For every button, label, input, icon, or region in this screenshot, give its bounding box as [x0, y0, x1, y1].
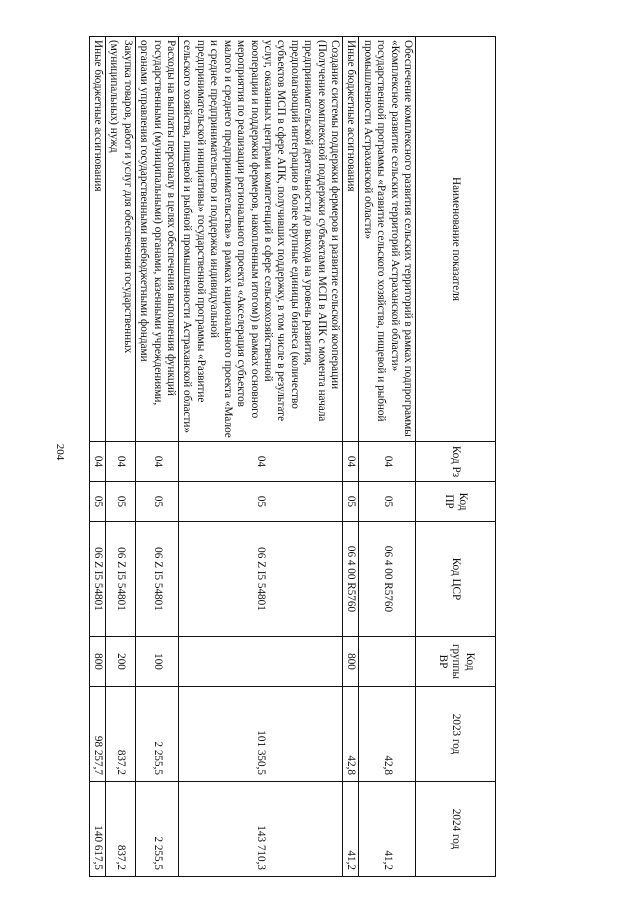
- header-vr: Код группы ВР: [416, 637, 496, 687]
- table-header-row: [416, 37, 496, 877]
- cell-csr: 06 Z I5 54801: [106, 522, 136, 637]
- table-row: [135, 37, 178, 877]
- cell-rz: 04: [342, 442, 358, 482]
- cell-2024: 143 710,3: [179, 782, 343, 877]
- cell-name: Закупка товаров, работ и услуг для обеспечения государственных (муниципальных) нужд: [106, 37, 136, 442]
- cell-rz: 04: [359, 442, 416, 482]
- cell-2024: 2 255,5: [135, 782, 178, 877]
- header-2024: 2024 год: [416, 782, 496, 877]
- header-name: Наименование показателя: [416, 37, 496, 442]
- cell-vr: 100: [135, 637, 178, 687]
- cell-pr: 05: [135, 482, 178, 522]
- cell-2023: 101 350,5: [179, 687, 343, 782]
- table-row: [179, 37, 343, 877]
- page-number: 204: [54, 443, 66, 461]
- cell-vr: [179, 637, 343, 687]
- cell-name: Иные бюджетные ассигнования: [342, 37, 358, 442]
- header-csr: Код ЦСР: [416, 522, 496, 637]
- header-2023: 2023 год: [416, 687, 496, 782]
- cell-pr: 05: [342, 482, 358, 522]
- cell-vr: [359, 637, 416, 687]
- cell-name: Иные бюджетные ассигнования: [89, 37, 105, 442]
- cell-2023: 837,2: [106, 687, 136, 782]
- budget-table: [89, 36, 496, 877]
- header-rz: Код Рз: [416, 442, 496, 482]
- budget-table-rotated: [92, 36, 496, 876]
- cell-2024: 140 617,5: [89, 782, 105, 877]
- cell-csr: 06 4 00 R5760: [342, 522, 358, 637]
- cell-pr: 05: [89, 482, 105, 522]
- cell-rz: 04: [135, 442, 178, 482]
- cell-csr: 06 Z I5 54801: [179, 522, 343, 637]
- cell-csr: 06 4 00 R5760: [359, 522, 416, 637]
- cell-2024: 41,2: [342, 782, 358, 877]
- cell-pr: 05: [106, 482, 136, 522]
- cell-name: Создание системы поддержки фермеров и развитие сельской кооперации (Получение комплексной поддержки субъектами МСП в АПК с момента начала предпринимательской деятельности до выхода на уровень развития, предполагающий интеграцию в более крупные единицы бизнеса (количество субъектов МСП в сфере АПК, получивших поддержку, в том числе в результате услуг, оказанных центрами компетенций в сфере сельскохозяйственной кооперации и поддержки фермеров, накопленным итогом)) в рамках основного мероприятия по реализации регионального проекта «Акселерация субъектов малого и среднего предпринимательства» в рамках национального проекта «Малое и среднее предпринимательство и поддержка индивидуальной предпринимательской инициативы» государственной программы «Развитие сельского хозяйства, пищевой и рыбной промышленности Астраханской области»: [179, 37, 343, 442]
- cell-vr: 200: [106, 637, 136, 687]
- cell-2023: 98 257,7: [89, 687, 105, 782]
- cell-2024: 41,2: [359, 782, 416, 877]
- cell-vr: 800: [89, 637, 105, 687]
- cell-2023: 2 255,5: [135, 687, 178, 782]
- table-row: [359, 37, 416, 877]
- cell-rz: 04: [179, 442, 343, 482]
- header-pr: Код ПР: [416, 482, 496, 522]
- cell-2024: 837,2: [106, 782, 136, 877]
- cell-2023: 42,8: [342, 687, 358, 782]
- cell-name: Расходы на выплаты персоналу в целях обеспечения выполнения функций государственными (муниципальными) органами, казенными учреждениями, органами управления государственными внебюджетными фондами: [135, 37, 178, 442]
- cell-2023: 42,8: [359, 687, 416, 782]
- table-row: [342, 37, 358, 877]
- cell-pr: 05: [179, 482, 343, 522]
- table-row: [106, 37, 136, 877]
- cell-rz: 04: [106, 442, 136, 482]
- table-row: [89, 37, 105, 877]
- cell-csr: 06 Z I5 54801: [89, 522, 105, 637]
- cell-name: Обеспечение комплексного развития сельских территорий в рамках подпрограммы «Комплексное развитие сельских территорий Астраханской области» государственной программы «Развитие сельского хозяйства, пищевой и рыбной промышленности Астраханской области»: [359, 37, 416, 442]
- cell-pr: 05: [359, 482, 416, 522]
- cell-vr: 800: [342, 637, 358, 687]
- cell-csr: 06 Z I5 54801: [135, 522, 178, 637]
- cell-rz: 04: [89, 442, 105, 482]
